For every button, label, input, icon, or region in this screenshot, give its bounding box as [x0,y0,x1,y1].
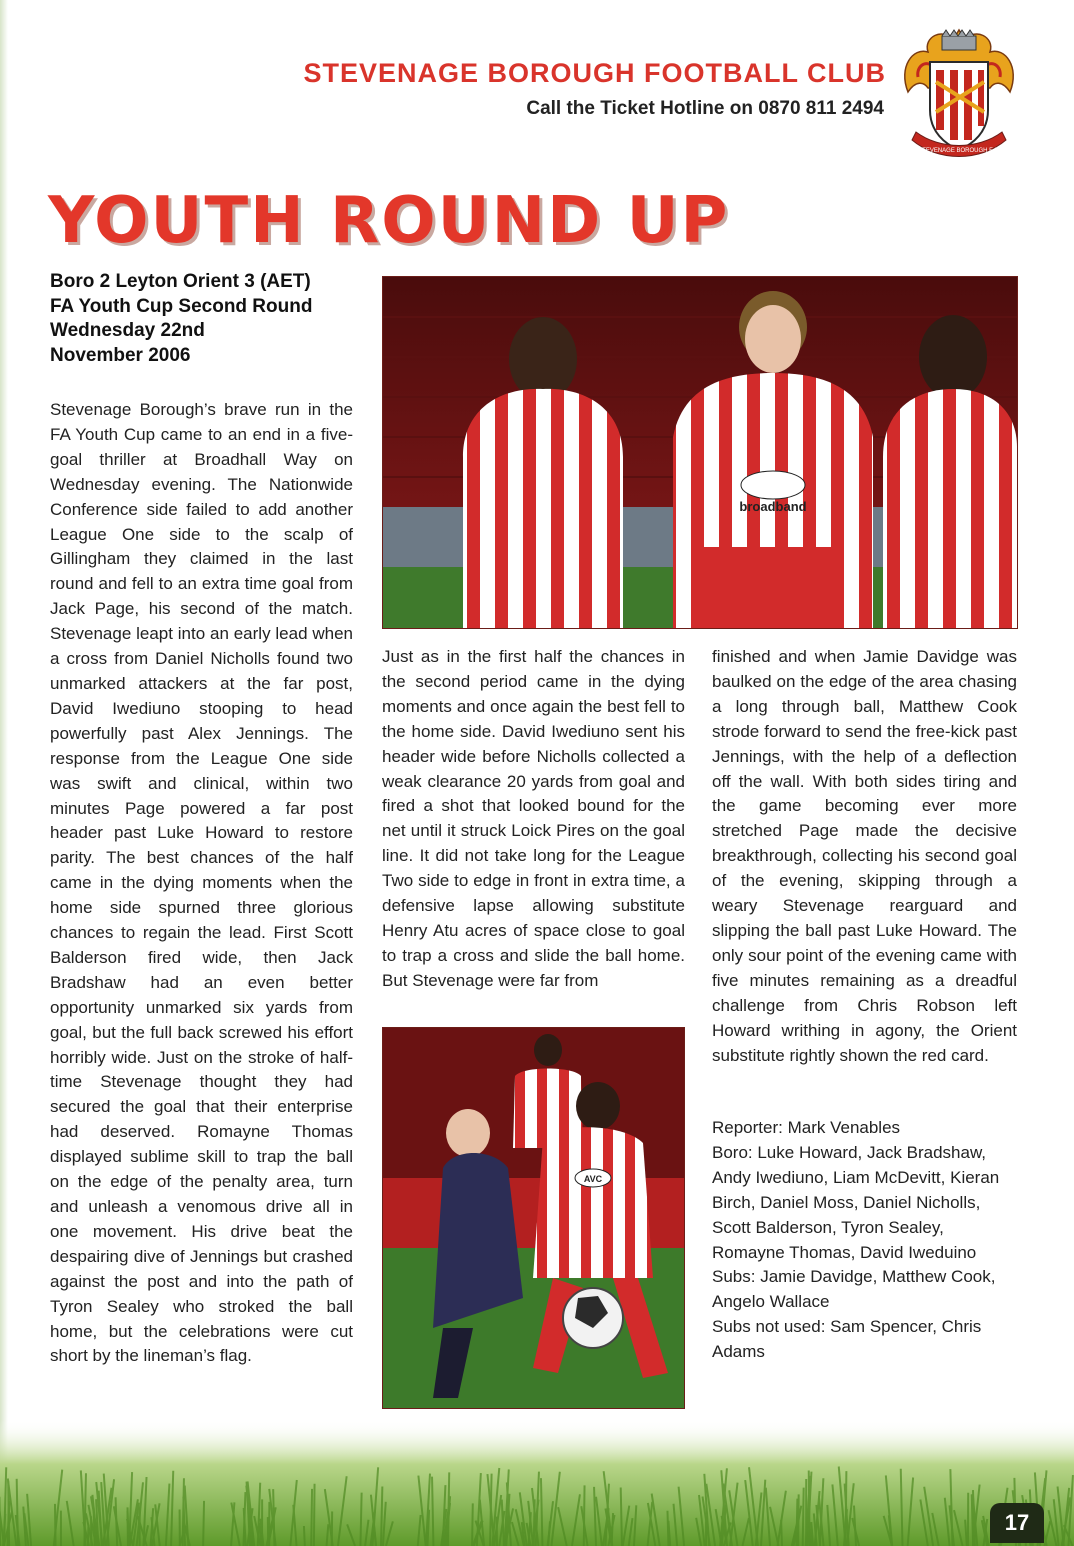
grass-blade [314,1484,315,1546]
grass-blade [304,1526,305,1546]
match-month-year: November 2006 [50,344,191,366]
article-paragraph: Just as in the first half the chances in the second period came in the dying moments and once again the best fell to the home side. David Iwediuno sent his header wide before Nicholls collected a weak clearance 20 yards from goal and fired a shot that looked bound for the net until it struck Loick Pires on the goal line. It did not take long for the League Two side to edge in front in extra time, a defensive lapse allowing substitute Henry Atu acres of space close to goal to trap a cross and slide the ball home. But Stevenage were far from [382,647,685,990]
players-photo-image [383,277,1017,628]
page-edge-shade [0,0,8,1546]
article-paragraph: Stevenage Borough’s brave run in the FA Youth Cup came to an end in a five-goal thriller at Broadhall Way on Wednesday evening. The Nationwide Conference side failed to add another League One side to the scalp of Gillingham they claimed in the last round and fell to an extra time goal from Jack Page, his second of the match. Stevenage leapt into an early lead when a cross from Daniel Nicholls found two unmarked attackers at the far post, David Iwediuno stooping to head powerfully past Alex Jennings. The response from the League One side was swift and clinical, within two minutes Page powered a far post header past Luke Howard to restore parity. The best chances of the half came in the dying moments when the home side spurned three glorious chances to regain the lead. First Scott Balderson fired wide, then Jack Bradshaw had an even better opportunity unmarked six yards from goal, but the full back screwed his effort horribly wide. Just on the stroke of half-time Stevenage thought they had secured the goal that their enterprise had deserved. Romayne Thomas displayed sublime skill to trap the ball on the edge of the penalty area, turn and unleash a venomous drive all in one movement. His drive beat the despairing dive of Jennings but crashed against the post and into the path of Tyron Sealey who stroked the ball home, but the celebrations were cut short by the lineman’s flag. [50,400,353,1366]
match-subheading [50,270,370,368]
club-crest-icon [898,22,1020,164]
substitutes: Subs: Jamie Davidge, Matthew Cook, Angelo Wallace [712,1267,996,1312]
match-competition: FA Youth Cup Second Round [50,295,313,317]
page-number: 17 [990,1503,1044,1543]
substitutes-not-used: Subs not used: Sam Spencer, Chris Adams [712,1317,982,1362]
grass-blade [381,1487,382,1546]
grass-blade [803,1488,804,1546]
grass-blade [472,1503,473,1546]
article-column-3 [712,645,1017,1068]
match-day: Wednesday 22nd [50,320,205,341]
grass-blade [360,1493,361,1546]
sponsor-text: broadband [739,499,807,514]
article-paragraph: finished and when Jamie Davidge was baulked on the edge of the area chasing a long through ball, Matthew Cook strode forward to send the free-kick past Jennings, with the help of a deflection off the wall. With both sides tiring and the game becoming ever more stretched Page made the decisive breakthrough, collecting his second goal of the evening, skipping through a weary Stevenage rearguard and slipping the ball past Luke Howard. The only sour point of the evening came with five minutes remaining as a dreadful challenge from Chris Robson left Howard writhing in agony, the Orient substitute rightly shown the red card. [712,647,1017,1065]
reporter-credit: Reporter: Mark Venables [712,1118,901,1137]
grass-blade [432,1477,433,1546]
grass-blade [621,1487,622,1546]
page-title: YOUTH ROUND UP [48,184,730,258]
grass-blade [667,1511,668,1546]
players-photo [382,276,1018,629]
ticket-hotline: Call the Ticket Hotline on 0870 811 2494 [526,98,884,119]
article-column-1 [50,398,353,1369]
match-action-image [383,1028,684,1408]
match-score: Boro 2 Leyton Orient 3 (AET) [50,271,311,292]
grass-blade [584,1485,585,1546]
match-action-photo [382,1027,685,1409]
club-name: STEVENAGE BOROUGH FOOTBALL CLUB [303,58,886,88]
grass-blade [203,1501,204,1546]
crest-motto: STEVENAGE BOROUGH F.C. [918,148,1000,154]
sponsor-text: AVC [583,1174,603,1184]
grass-blade [311,1489,312,1546]
boro-lineup: Boro: Luke Howard, Jack Bradshaw, Andy Iwediuno, Liam McDevitt, Kieran Birch, Daniel Moss, Daniel Nicholls, Scott Balderson, Tyron Sealey, Romayne Thomas, David Iweduino [712,1142,1000,1262]
article-column-2 [382,645,685,994]
grass-blade [781,1520,782,1546]
match-credits [712,1116,1017,1365]
grass-blade [55,1504,56,1546]
grass-footer [0,1420,1074,1546]
grass-blade [8,1501,9,1546]
